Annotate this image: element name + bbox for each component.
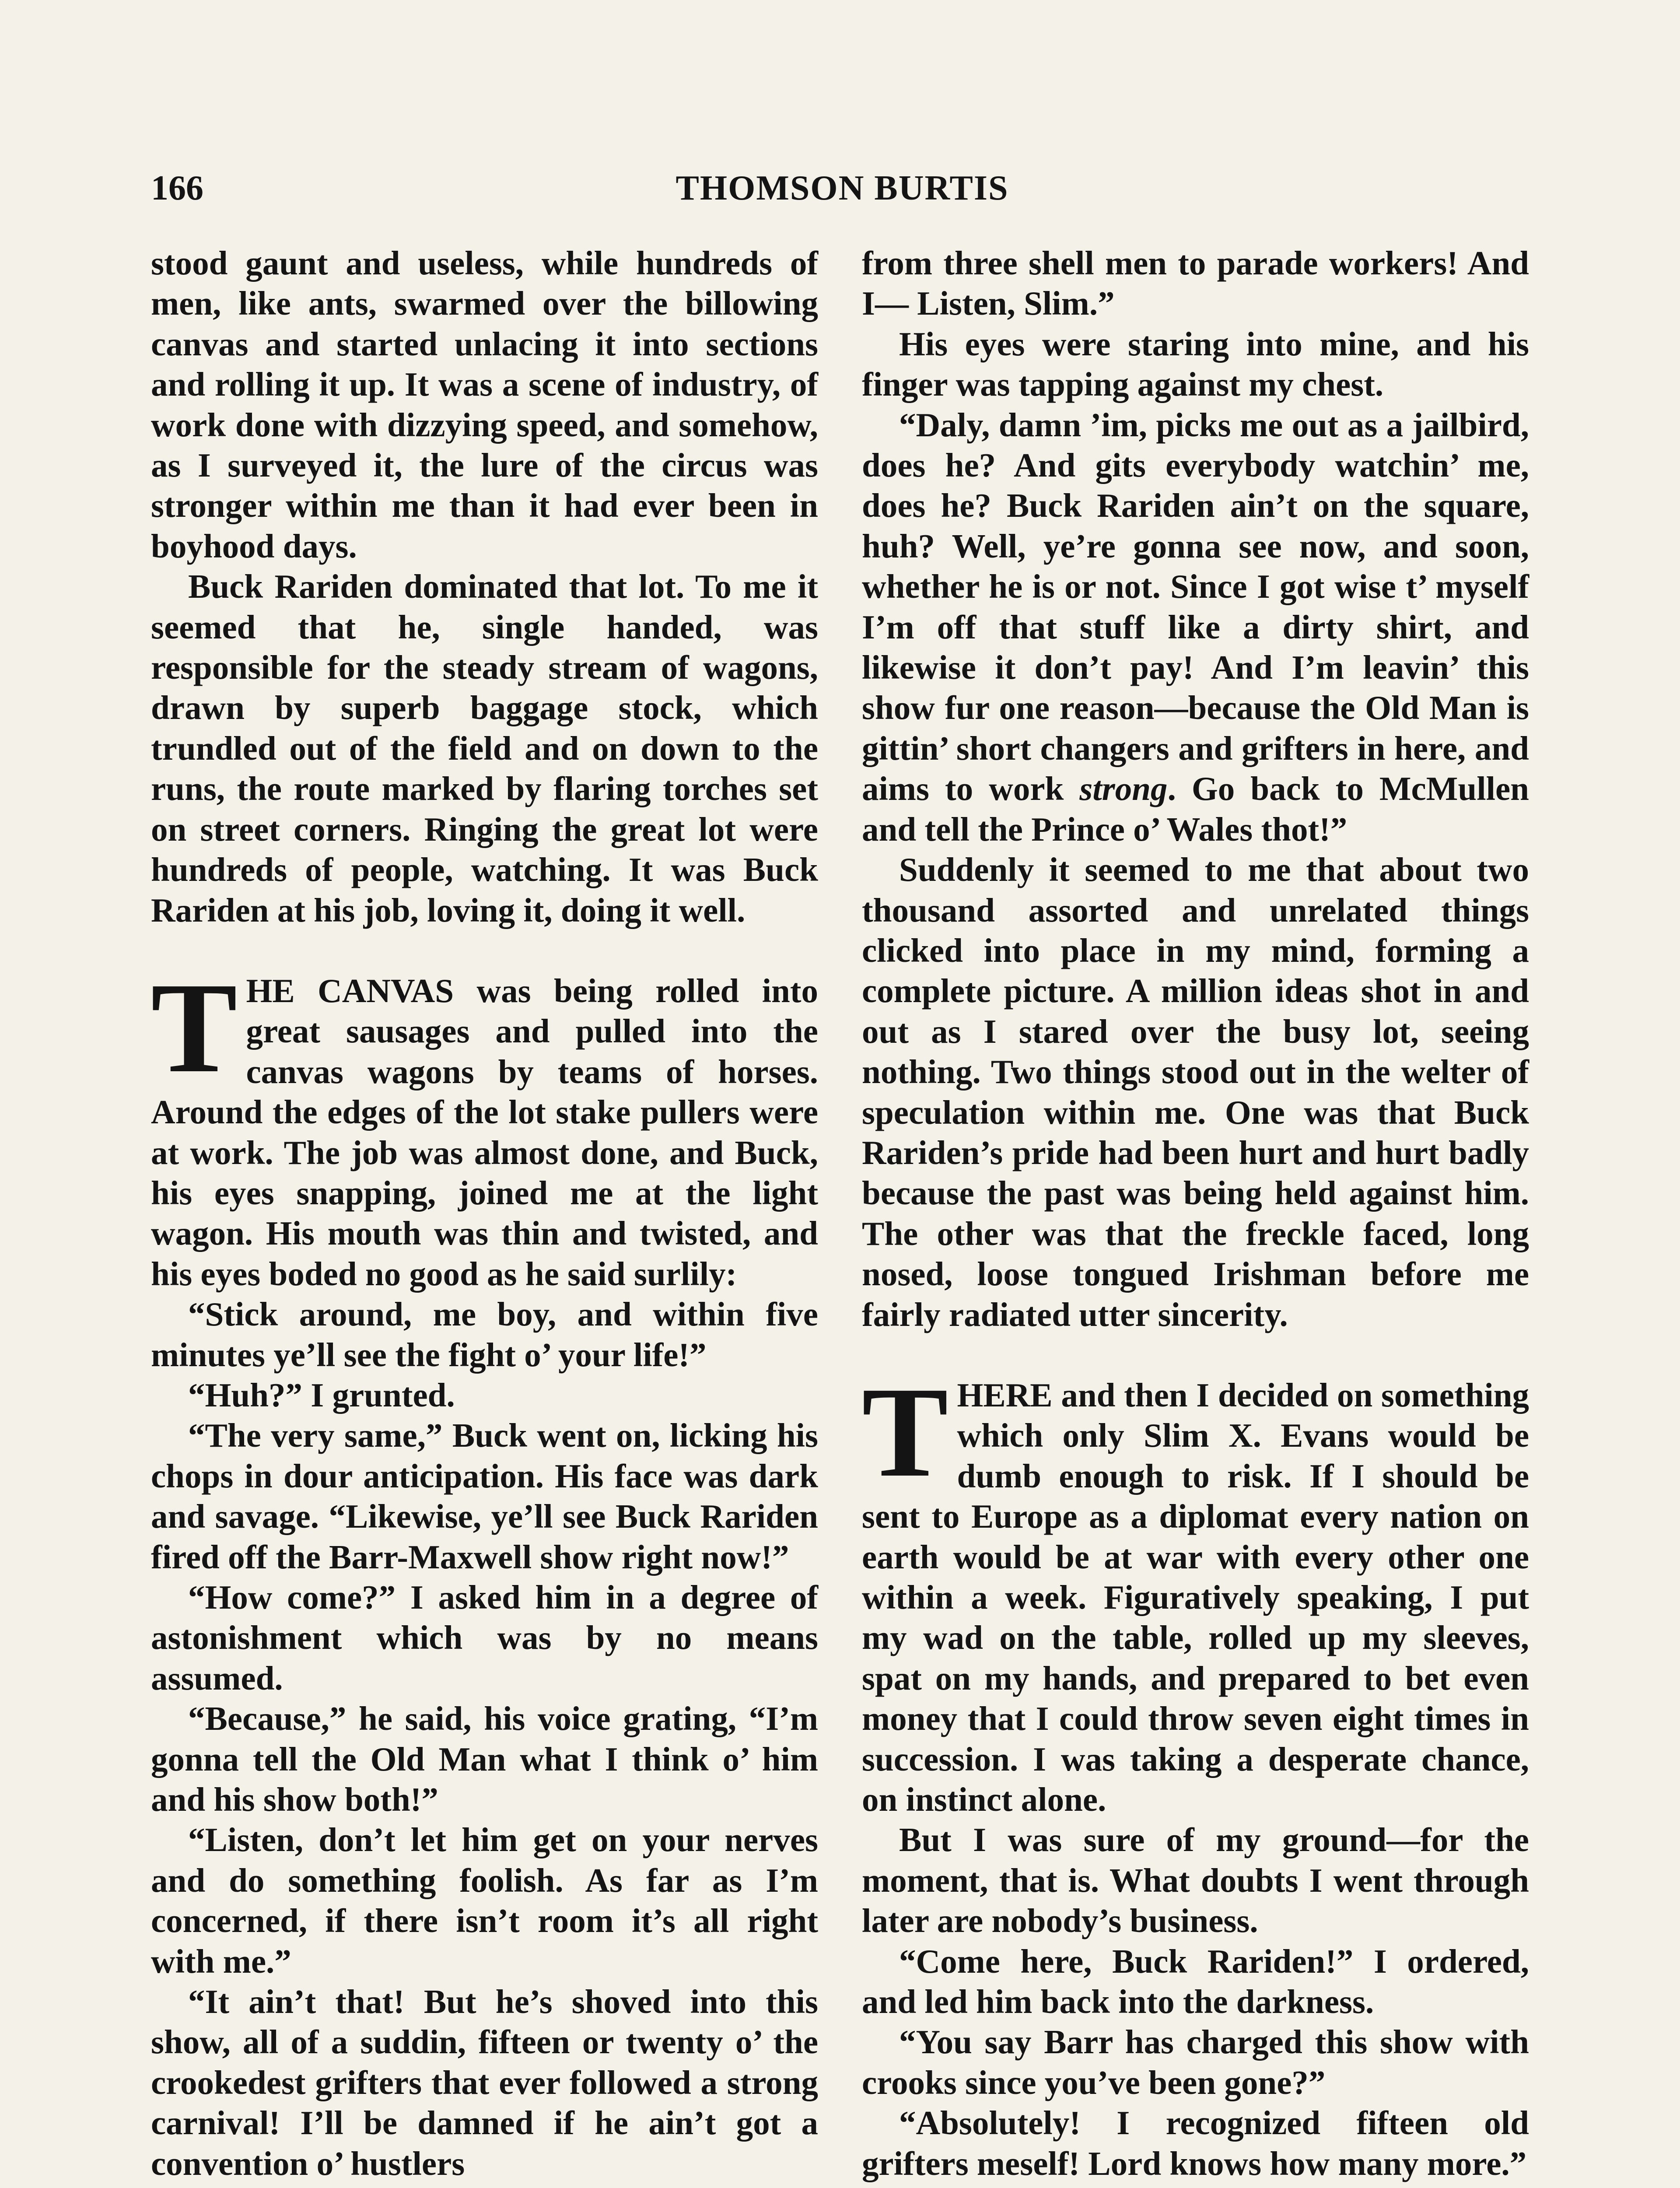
paragraph: “Listen, don’t let him get on your nerves and do something foolish. As far as I’m concerned, if there isn’t room it’s all right with me.” xyxy=(151,1821,818,1980)
paragraph-text: HERE and then I decided on something which only Slim X. Evans would be dumb enough to risk. If I should be sent to Europe as a diplomat every nation on earth would be at war with every other one within a week. Figuratively speaking, I put my wad on the table, rolled up my sleeves, spat on my hands, and prepared to bet even money that I could throw seven eight times in succession. I was taking a desperate chance, on instinct alone. xyxy=(862,1376,1529,1819)
drop-cap: T xyxy=(862,1360,948,1504)
paragraph: “Absolutely! I recognized fifteen old grifters meself! Lord knows how many more.” xyxy=(862,2104,1529,2182)
paragraph-with-dropcap xyxy=(862,1360,1529,1820)
left-column xyxy=(151,243,818,2184)
paragraph-text: “Daly, damn ’im, picks me out as a jailbird, does he? And gits everybody watchin’ me, does he? Buck Rariden ain’t on the square, huh? Well, ye’re gonna see now, and soon, whether he is or not. Since I got wise t’ myself I’m off that stuff like a dirty shirt, and likewise it don’t pay! And I’m leavin’ this show fur one reason—because the Old Man is gittin’ short changers and grifters in here, and aims to work xyxy=(862,406,1529,808)
paragraph-text: HE CANVAS was being rolled into great sausages and pulled into the canvas wagons by teams of horses. Around the edges of the lot stake pullers were at work. The job was almost done, and Buck, his eyes snapping, joined me at the light wagon. His mouth was thin and twisted, and his eyes boded no good as he said surlily: xyxy=(151,971,818,1293)
page-number: 166 xyxy=(151,169,203,207)
paragraph: Suddenly it seemed to me that about two thousand assorted and unrelated things clicked into place in my mind, forming a complete picture. A million ideas shot in and out as I stared over the busy lot, seeing nothing. Two things stood out in the welter of speculation within me. One was that Buck Rariden’s pride had been hurt and hurt badly because the past was being held against him. The other was that the freckle faced, long nosed, loose tongued Irishman before me fairly radiated utter sincerity. xyxy=(862,851,1529,1333)
paragraph: “Come here, Buck Rariden!” I ordered, and led him back into the darkness. xyxy=(862,1942,1529,2021)
right-column xyxy=(862,243,1529,2184)
paragraph: His eyes were staring into mine, and his finger was tapping against my chest. xyxy=(862,325,1529,403)
emphasis-text: strong xyxy=(1079,770,1168,808)
paragraph xyxy=(862,405,1529,849)
paragraph: “Huh?” I grunted. xyxy=(188,1376,455,1414)
paragraph: But I was sure of my ground—for the moment, that is. What doubts I went through later are nobody’s business. xyxy=(862,1821,1529,1940)
paragraph: Buck Rariden dominated that lot. To me it seemed that he, single handed, was responsible for the steady stream of wagons, drawn by superb baggage stock, which trundled out of the field and on down to the runs, the route marked by flaring torches set on street corners. Ringing the great lot were hundreds of people, watching. It was Buck Rariden at his job, loving it, doing it well. xyxy=(151,568,818,929)
paragraph-text: . Go back to McMullen and tell the Prince o’ Wales thot!” xyxy=(862,770,1530,848)
paragraph-with-dropcap xyxy=(151,956,818,1294)
paragraph: “How come?” I asked him in a degree of astonishment which was by no means assumed. xyxy=(151,1578,818,1697)
paragraph: from three shell men to parade workers! And I— Listen, Slim.” xyxy=(862,244,1529,323)
paragraph: “Stick around, me boy, and within five minutes ye’ll see the fight o’ your life!” xyxy=(151,1295,818,1374)
paragraph: “You say Barr has charged this show with crooks since you’ve been gone?” xyxy=(862,2023,1529,2101)
running-head: THOMSON BURTIS xyxy=(676,169,1009,207)
page-header xyxy=(151,162,1533,214)
paragraph: stood gaunt and useless, while hundreds of men, like ants, swarmed over the billowing canvas and started unlacing it into sections and rolling it up. It was a scene of industry, of work done with dizzying speed, and somehow, as I surveyed it, the lure of the circus was stronger within me than it had ever been in boyhood days. xyxy=(151,244,818,565)
paragraph: “It ain’t that! But he’s shoved into this show, all of a suddin, fifteen or twenty o’ the crookedest grifters that ever followed a strong carnival! I’ll be damned if he ain’t got a convention o’ hustlers xyxy=(151,1983,818,2182)
paragraph: “Because,” he said, his voice grating, “I’m gonna tell the Old Man what I think o’ him and his show both!” xyxy=(151,1700,818,1819)
drop-cap: T xyxy=(151,956,238,1100)
paragraph: “The very same,” Buck went on, licking his chops in dour anticipation. His face was dark and savage. “Likewise, ye’ll see Buck Rariden fired off the Barr-Maxwell show right now!” xyxy=(151,1417,818,1576)
